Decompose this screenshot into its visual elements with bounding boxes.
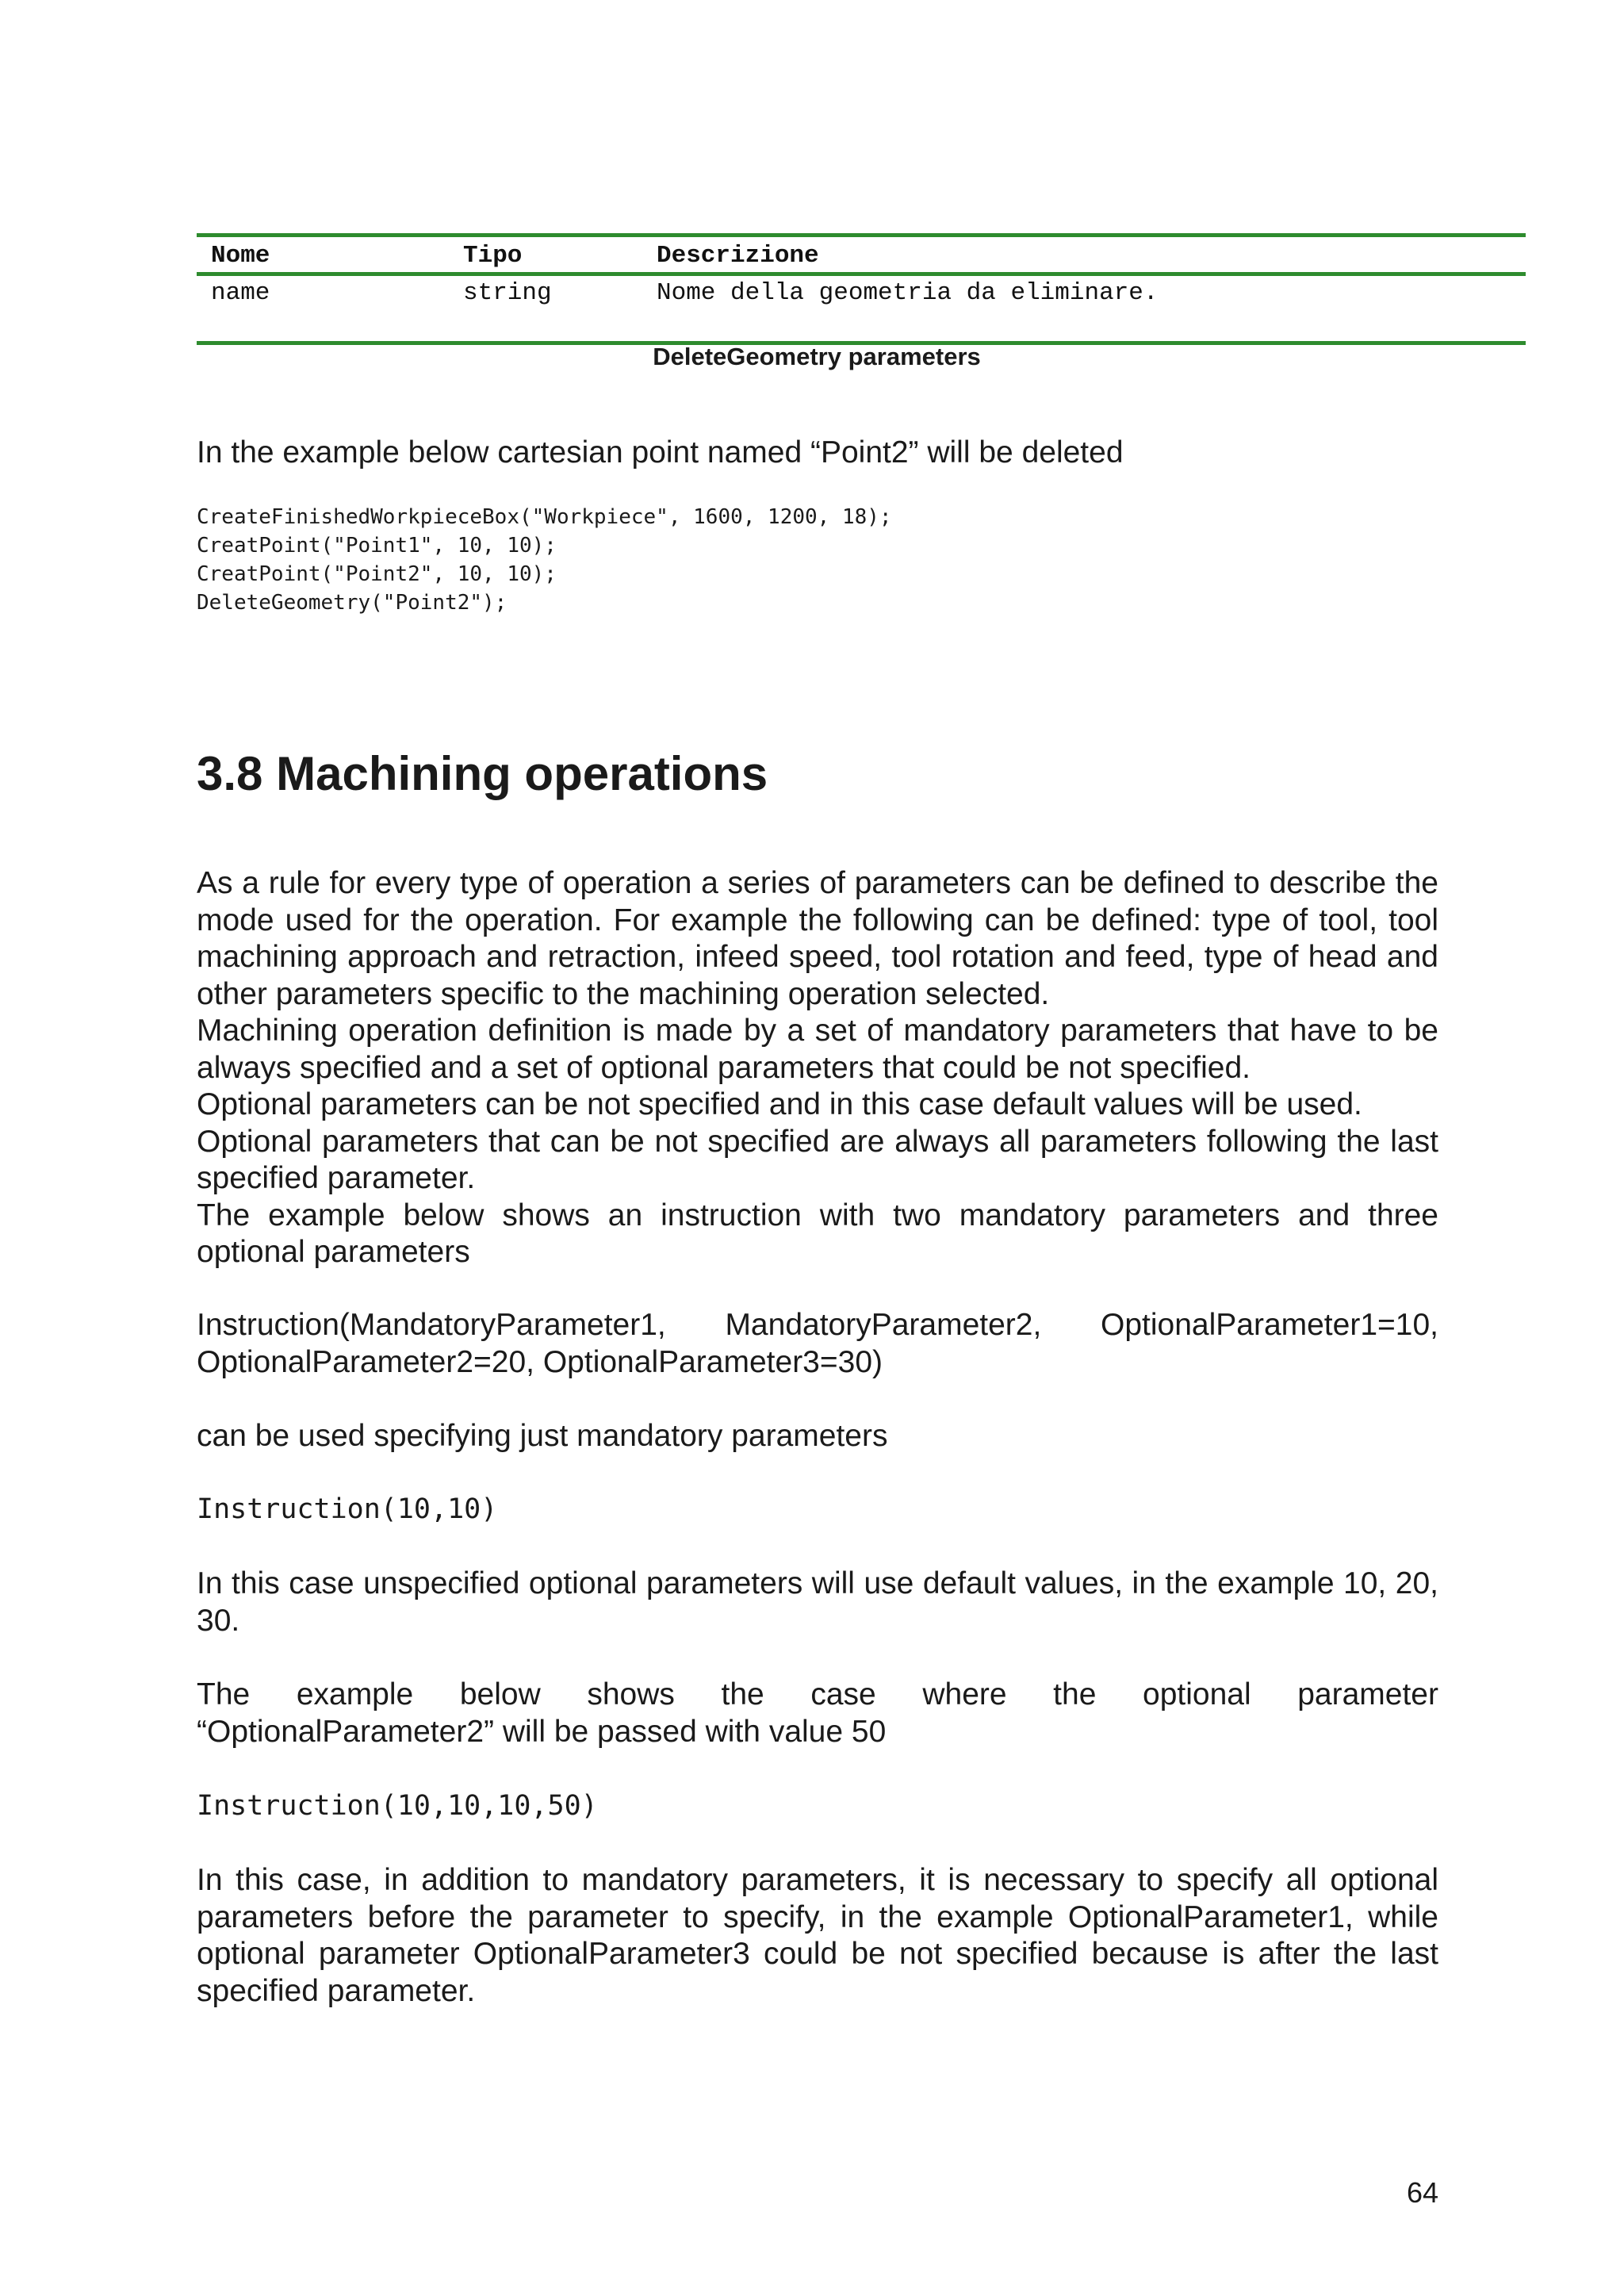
paragraph-optional-default: Optional parameters can be not specified and in this case default values will be used. [197,1087,1362,1121]
code-line: CreatPoint("Point2", 10, 10); [197,562,557,586]
intro-text: In the example below cartesian point named “Point2” will be deleted [197,435,1124,470]
paragraph-mandatory-only: can be used specifying just mandatory parameters [197,1419,888,1453]
code-line: CreatPoint("Point1", 10, 10); [197,534,557,558]
code-line: CreateFinishedWorkpieceBox("Workpiece", 1600, 1200, 18); [197,505,892,529]
cell-description: Nome della geometria da eliminare. [657,279,1159,307]
table-header-row [197,237,1526,272]
body-text-block [197,865,1438,1271]
header-tipo: Tipo [463,242,523,270]
paragraph-optional2 [197,1677,1438,1750]
code-optional-call: Instruction(10,10,10,50) [197,1790,598,1822]
table-caption: DeleteGeometry parameters [653,343,981,370]
cell-type: string [463,279,552,307]
paragraph-signature: Instruction(MandatoryParameter1, MandatoryParameter2, OptionalParameter1=10, OptionalParameter2=20, OptionalParameter3=30) [197,1308,1438,1379]
paragraph-definition: Machining operation definition is made by a set of mandatory parameters that have to be always specified and a set of optional parameters that could be not specified. [197,1014,1438,1085]
table-row [197,276,1526,311]
paragraph-optional-following: Optional parameters that can be not specified are always all parameters following the last specified parameter. [197,1124,1438,1195]
header-descrizione: Descrizione [657,242,819,270]
paragraph-rule: As a rule for every type of operation a series of parameters can be defined to describe the mode used for the operation. For example the following can be defined: type of tool, tool machining approach and retraction, infeed speed, tool rotation and feed, type of head and other parameters specific to the machining operation selected. [197,866,1438,1011]
header-nome: Nome [211,242,270,270]
section-title: Machining operations [276,747,768,800]
paragraph-optional2-line1: The example below shows the case where the optional parameter [197,1677,1438,1711]
code-mandatory-call: Instruction(10,10) [197,1493,498,1525]
section-number: 3.8 [197,747,263,800]
code-example [197,503,892,617]
cell-name: name [211,279,270,307]
paragraph-example-intro: The example below shows an instruction with two mandatory parameters and three optional parameters [197,1198,1438,1269]
parameters-table [197,233,1526,345]
paragraph-conclusion: In this case, in addition to mandatory parameters, it is necessary to specify all optional parameters before the parameter to specify, in the example OptionalParameter1, while optional parameter OptionalParameter3 could be not specified because is after the last specified parameter. [197,1863,1438,2008]
section-heading [197,746,768,803]
code-line: DeleteGeometry("Point2"); [197,591,508,615]
paragraph-optional2-line2: “OptionalParameter2” will be passed with value 50 [197,1714,887,1749]
paragraph-defaults-note: In this case unspecified optional parameters will use default values, in the example 10, 20, 30. [197,1566,1438,1638]
page-number: 64 [1406,2176,1438,2209]
